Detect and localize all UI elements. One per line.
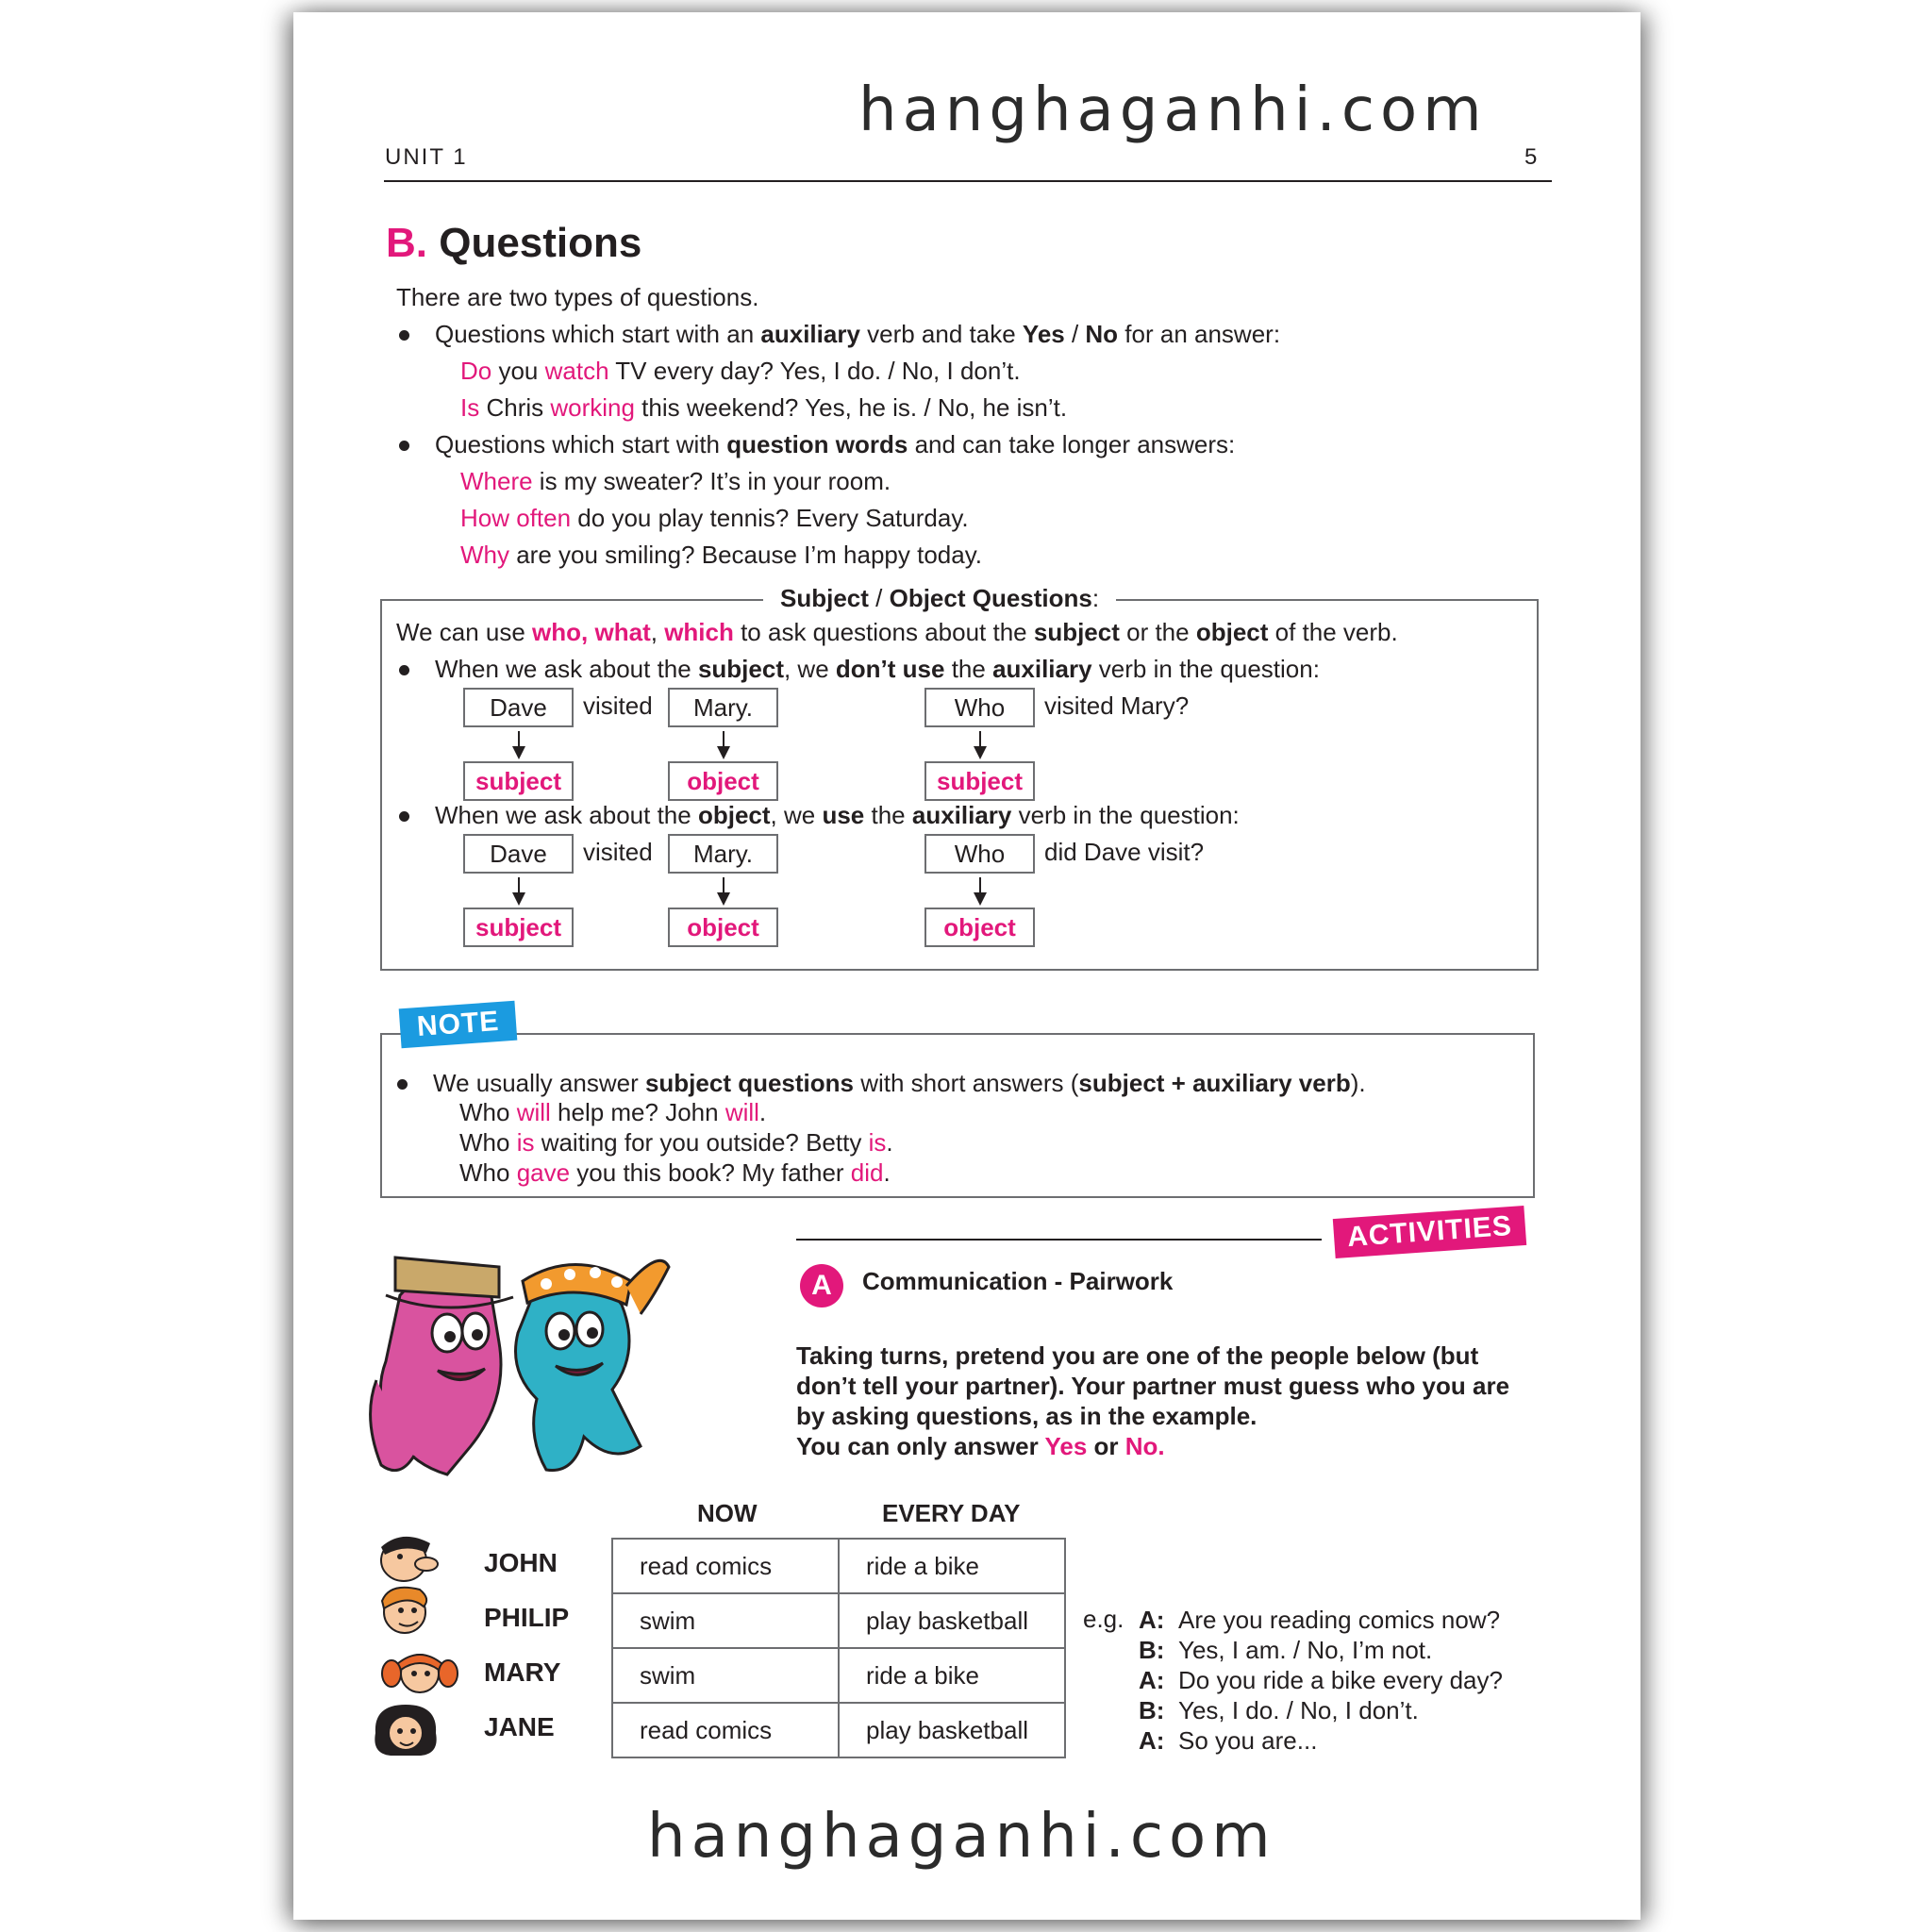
arrow-down bbox=[979, 877, 981, 904]
subject-object-intro: We can use who, what, which to ask questions about the subject or the object of the verb. bbox=[396, 618, 1398, 646]
verb-visited: visited bbox=[583, 838, 653, 866]
arrow-down bbox=[723, 731, 724, 758]
qwords-rule: Questions which start with question words and can take longer answers: bbox=[435, 426, 1235, 463]
note-rule: We usually answer subject questions with short answers (subject + auxiliary verb). bbox=[433, 1065, 1366, 1102]
dialogue-line: A: Do you ride a bike every day? bbox=[1139, 1666, 1503, 1694]
note-example-3: Who gave you this book? My father did. bbox=[459, 1158, 891, 1187]
arrow-down bbox=[518, 877, 520, 904]
arrow-down bbox=[723, 877, 724, 904]
john-face-icon bbox=[364, 1528, 449, 1587]
label-object: object bbox=[668, 908, 778, 947]
dialogue-line: B: Yes, I do. / No, I don’t. bbox=[1139, 1696, 1419, 1724]
verb-visited: visited bbox=[583, 691, 653, 720]
table-cell: read comics bbox=[612, 1539, 839, 1593]
word-box-dave: Dave bbox=[463, 688, 574, 727]
section-title bbox=[386, 220, 641, 267]
section-intro: There are two types of questions. bbox=[396, 283, 759, 311]
question-rest: did Dave visit? bbox=[1044, 838, 1205, 866]
object-rule: When we ask about the object, we use the auxiliary verb in the question: bbox=[435, 797, 1240, 834]
yesno-example-1: Do you watch TV every day? Yes, I do. / No, I don’t. bbox=[460, 357, 1021, 385]
table-cell: play basketball bbox=[839, 1593, 1065, 1648]
header-rule bbox=[384, 180, 1552, 182]
name-john: JOHN bbox=[484, 1548, 558, 1577]
word-box-who: Who bbox=[924, 688, 1035, 727]
note-example-2: Who is waiting for you outside? Betty is. bbox=[459, 1128, 893, 1157]
example-dialogue bbox=[1139, 1605, 1503, 1756]
qwords-example-1: Where is my sweater? It’s in your room. bbox=[460, 467, 891, 495]
table-row bbox=[612, 1648, 1065, 1703]
label-subject: subject bbox=[924, 761, 1035, 801]
col-header-every-day: EVERY DAY bbox=[882, 1499, 1021, 1527]
table-row bbox=[612, 1539, 1065, 1593]
table-row bbox=[612, 1593, 1065, 1648]
qwords-example-2: How often do you play tennis? Every Saturday. bbox=[460, 504, 969, 532]
dialogue-line: A: Are you reading comics now? bbox=[1139, 1606, 1501, 1634]
label-object: object bbox=[668, 761, 778, 801]
activity-instructions: Taking turns, pretend you are one of the people below (but don’t tell your partner). Your partner must guess who you are by asking questions, as in the example. You can only answer Yes or No. bbox=[796, 1341, 1510, 1460]
table-row bbox=[612, 1703, 1065, 1757]
activities-rule bbox=[796, 1239, 1322, 1241]
table-cell: play basketball bbox=[839, 1703, 1065, 1757]
word-box-dave: Dave bbox=[463, 834, 574, 874]
word-box-mary: Mary. bbox=[668, 688, 778, 727]
qwords-example-3: Why are you smiling? Because I’m happy today. bbox=[460, 541, 983, 569]
watermark-top: hanghaganhi.com bbox=[858, 75, 1488, 145]
unit-label: UNIT 1 bbox=[385, 144, 468, 170]
note-tag: NOTE bbox=[399, 1001, 518, 1049]
activities-badge: ACTIVITIES bbox=[1333, 1206, 1526, 1258]
yesno-example-2: Is Chris working this weekend? Yes, he is. / No, he isn’t. bbox=[460, 393, 1068, 422]
philip-face-icon bbox=[361, 1580, 446, 1639]
label-object: object bbox=[924, 908, 1035, 947]
note-example-1: Who will help me? John will. bbox=[459, 1098, 767, 1126]
activities-table bbox=[611, 1538, 1066, 1758]
table-cell: ride a bike bbox=[839, 1539, 1065, 1593]
section-title-text: Questions bbox=[439, 220, 642, 266]
dialogue-line: A: So you are... bbox=[1139, 1726, 1318, 1755]
activity-a-badge: A bbox=[800, 1264, 843, 1307]
table-cell: swim bbox=[612, 1648, 839, 1703]
table-cell: ride a bike bbox=[839, 1648, 1065, 1703]
section-letter: B. bbox=[386, 220, 427, 266]
name-philip: PHILIP bbox=[484, 1603, 570, 1632]
name-jane: JANE bbox=[484, 1712, 555, 1741]
name-mary: MARY bbox=[484, 1657, 561, 1687]
activity-a-title: Communication - Pairwork bbox=[862, 1267, 1174, 1295]
arrow-down bbox=[518, 731, 520, 758]
watermark-bottom: hanghaganhi.com bbox=[647, 1802, 1276, 1872]
mary-face-icon bbox=[378, 1645, 463, 1700]
book-page bbox=[293, 12, 1641, 1920]
table-cell: read comics bbox=[612, 1703, 839, 1757]
arrow-down bbox=[979, 731, 981, 758]
jane-face-icon bbox=[364, 1701, 449, 1759]
subject-object-title: Subject / Object Questions: bbox=[763, 580, 1116, 617]
word-box-mary: Mary. bbox=[668, 834, 778, 874]
yesno-rule: Questions which start with an auxiliary verb and take Yes / No for an answer: bbox=[435, 316, 1280, 353]
table-cell: swim bbox=[612, 1593, 839, 1648]
dialogue-line: B: Yes, I am. / No, I’m not. bbox=[1139, 1636, 1433, 1664]
question-rest: visited Mary? bbox=[1044, 691, 1190, 720]
page-number: 5 bbox=[1524, 144, 1538, 170]
subject-rule: When we ask about the subject, we don’t use the auxiliary verb in the question: bbox=[435, 651, 1320, 688]
octopus-cartoon-illustration bbox=[358, 1229, 678, 1493]
label-subject: subject bbox=[463, 908, 574, 947]
word-box-who: Who bbox=[924, 834, 1035, 874]
example-eg: e.g. bbox=[1083, 1605, 1124, 1633]
col-header-now: NOW bbox=[697, 1499, 758, 1527]
label-subject: subject bbox=[463, 761, 574, 801]
